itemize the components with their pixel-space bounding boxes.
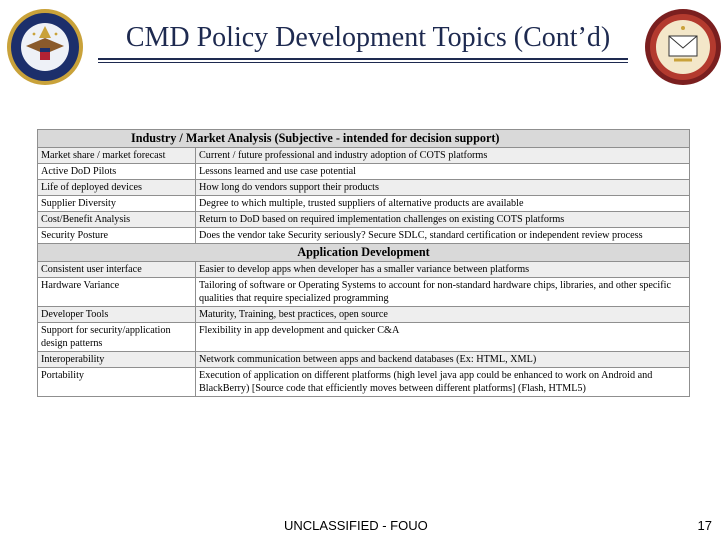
table-row xyxy=(38,180,690,196)
description-cell: Return to DoD based on required implementation challenges on existing COTS platforms xyxy=(196,212,690,228)
description-cell: Flexibility in app development and quicker C&A xyxy=(196,323,690,352)
table-row xyxy=(38,352,690,368)
topic-cell: Interoperability xyxy=(38,352,196,368)
topic-cell: Developer Tools xyxy=(38,307,196,323)
title-rule-bottom xyxy=(98,62,628,63)
table-row xyxy=(38,164,690,180)
topic-cell: Active DoD Pilots xyxy=(38,164,196,180)
page-number: 17 xyxy=(697,518,712,533)
description-cell: Execution of application on different platforms (high level java app could be enhanced to work on Android and BlackBerry) [Source code that efficiently moves between different platforms] (Flash, HTML5) xyxy=(196,368,690,397)
description-cell: Does the vendor take Security seriously? Secure SDLC, standard certification or independent review process xyxy=(196,228,690,244)
topic-cell: Portability xyxy=(38,368,196,397)
description-cell: Maturity, Training, best practices, open source xyxy=(196,307,690,323)
table-row xyxy=(38,212,690,228)
title-band xyxy=(0,0,728,92)
topic-cell: Consistent user interface xyxy=(38,262,196,278)
slide-footer xyxy=(0,518,728,538)
section-header-label: Industry / Market Analysis (Subjective - intended for decision support) xyxy=(131,131,500,145)
description-cell: Degree to which multiple, trusted suppliers of alternative products are available xyxy=(196,196,690,212)
description-cell: Current / future professional and industry adoption of COTS platforms xyxy=(196,148,690,164)
table-row xyxy=(38,262,690,278)
classification-label: UNCLASSIFIED - FOUO xyxy=(284,518,428,533)
description-cell: How long do vendors support their products xyxy=(196,180,690,196)
topic-cell: Hardware Variance xyxy=(38,278,196,307)
slide-title: CMD Policy Development Topics (Cont’d) xyxy=(125,22,611,53)
table-row xyxy=(38,228,690,244)
topic-cell: Support for security/application design patterns xyxy=(38,323,196,352)
table-row xyxy=(38,148,690,164)
description-cell: Tailoring of software or Operating Systems to account for non-standard hardware chips, libraries, and other specific qualities that require specialized programming xyxy=(196,278,690,307)
department-of-defense-seal-icon xyxy=(6,8,84,86)
section-header-application xyxy=(38,244,690,262)
table-row xyxy=(38,278,690,307)
table-row xyxy=(38,368,690,397)
table-row xyxy=(38,323,690,352)
policy-topics-table xyxy=(37,129,690,397)
description-cell: Easier to develop apps when developer has a smaller variance between platforms xyxy=(196,262,690,278)
topic-cell: Life of deployed devices xyxy=(38,180,196,196)
topic-cell: Market share / market forecast xyxy=(38,148,196,164)
section-header-label: Application Development xyxy=(297,245,430,259)
title-rule-top xyxy=(98,58,628,60)
topic-cell: Cost/Benefit Analysis xyxy=(38,212,196,228)
topic-cell: Security Posture xyxy=(38,228,196,244)
table-row xyxy=(38,196,690,212)
description-cell: Lessons learned and use case potential xyxy=(196,164,690,180)
topic-cell: Supplier Diversity xyxy=(38,196,196,212)
section-header-industry xyxy=(38,130,690,148)
description-cell: Network communication between apps and backend databases (Ex: HTML, XML) xyxy=(196,352,690,368)
table-row xyxy=(38,307,690,323)
cyber-command-seal-icon xyxy=(644,8,722,86)
